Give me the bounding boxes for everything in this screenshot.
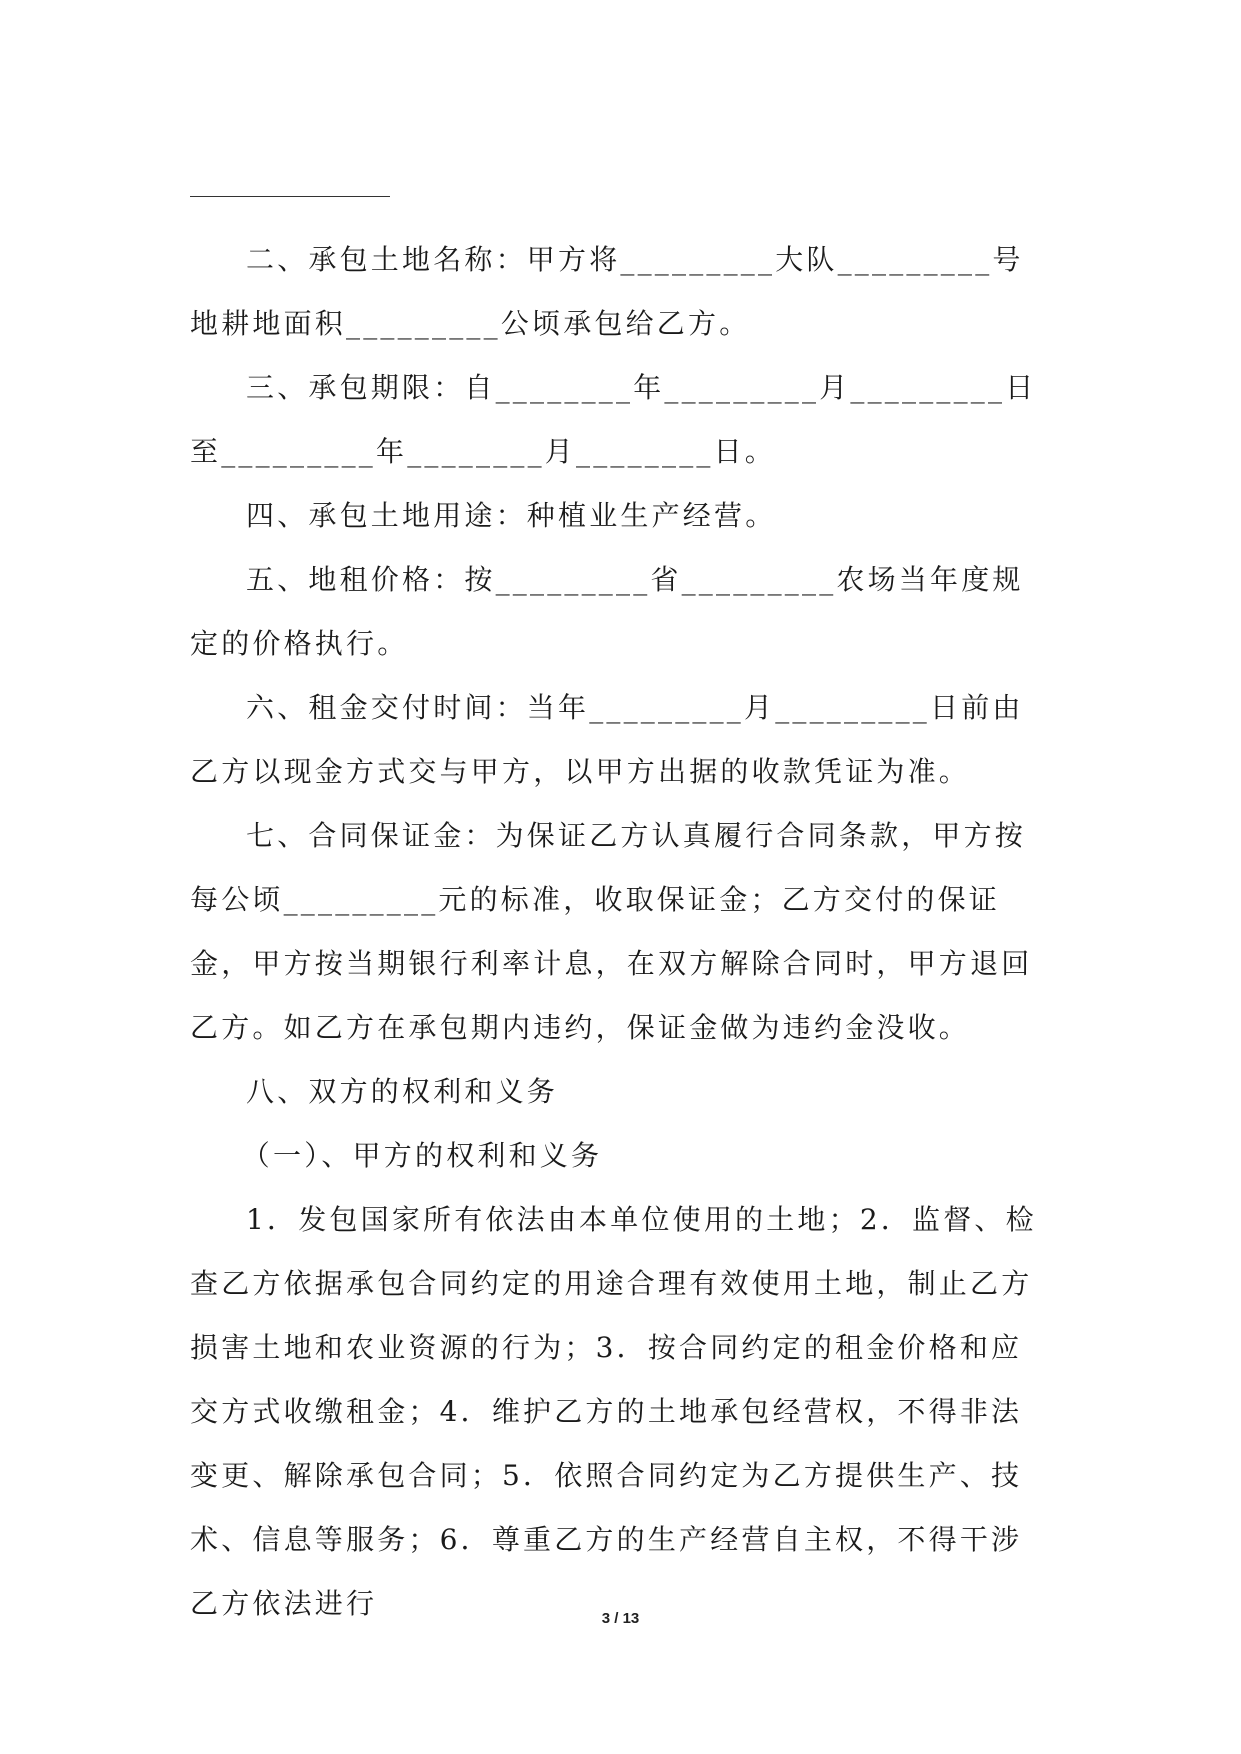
- clause-6: 六、租金交付时间：当年_________月_________日前由乙方以现金方式交与甲方，以甲方出据的收款凭证为准。: [190, 691, 1024, 788]
- clause-8-1-heading: （一）、甲方的权利和义务: [241, 1139, 603, 1172]
- clause-3: 三、承包期限：自________年_________月_________日至_________年________月________日。: [190, 371, 1037, 468]
- clause-2: 二、承包土地名称：甲方将_________大队_________号地耕地面积_________公顷承包给乙方。: [190, 243, 1024, 340]
- clause-5: 五、地租价格：按_________省_________农场当年度规定的价格执行。: [190, 563, 1024, 660]
- clause-4: 四、承包土地用途：种植业生产经营。: [246, 499, 777, 532]
- blank-line: [190, 196, 390, 197]
- clause-8-1-body: 1．发包国家所有依法由本单位使用的土地；2．监督、检查乙方依据承包合同约定的用途合理有效使用土地，制止乙方损害土地和农业资源的行为；3．按合同约定的租金价格和应交方式收缴租金；4．维护乙方的土地承包经营权，不得非法变更、解除承包合同；5．依照合同约定为乙方提供生产、技术、信息等服务；6．尊重乙方的生产经营自主权，不得干涉乙方依法进行: [190, 1203, 1037, 1620]
- clause-7: 七、合同保证金：为保证乙方认真履行合同条款，甲方按每公顷_________元的标准，收取保证金；乙方交付的保证金，甲方按当期银行利率计息，在双方解除合同时，甲方退回乙方。如乙方在承包期内违约，保证金做为违约金没收。: [190, 819, 1033, 1044]
- clause-8-heading: 八、双方的权利和义务: [246, 1075, 559, 1108]
- page-number: 3 / 13: [601, 1610, 640, 1627]
- document-body: [190, 228, 1052, 1636]
